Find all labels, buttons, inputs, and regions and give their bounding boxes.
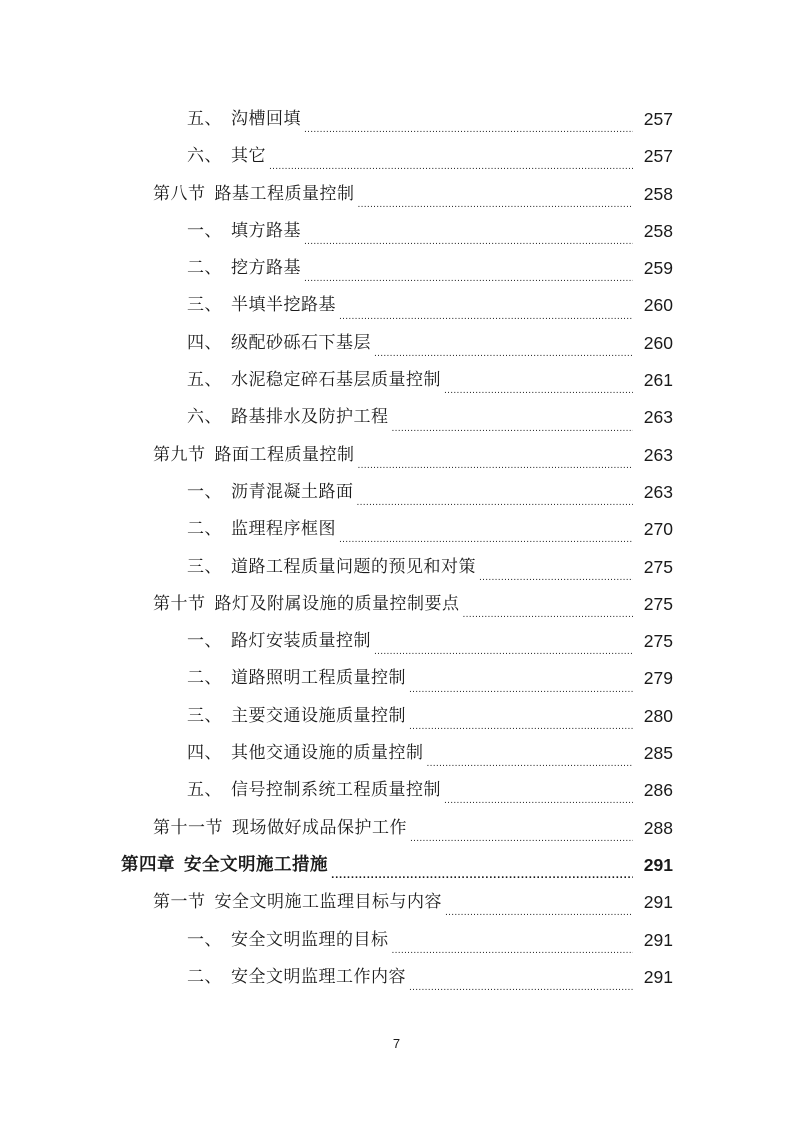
toc-leader-dots: [427, 735, 634, 772]
toc-entry-page: 286: [643, 780, 673, 801]
toc-leader-dots: [444, 772, 633, 809]
toc-entry[interactable]: [0, 474, 793, 511]
toc-section-entry[interactable]: [0, 884, 793, 921]
toc-leader-dots: [304, 250, 633, 287]
toc-entry-title: 安全文明监理工作内容: [231, 966, 406, 987]
toc-entry-title: 道路工程质量问题的预见和对策: [231, 556, 476, 577]
toc-entry[interactable]: [0, 213, 793, 250]
toc-entry-title: 安全文明施工措施: [184, 854, 328, 875]
toc-entry-title: 水泥稳定碎石基层质量控制: [231, 370, 441, 391]
toc-entry-title: 填方路基: [231, 220, 301, 241]
toc-leader-dots: [409, 959, 633, 996]
toc-entry-number: 第十一节: [153, 817, 223, 838]
toc-entry-number: 一、: [187, 481, 222, 502]
toc-entry[interactable]: [0, 549, 793, 586]
toc-entry-label: [187, 698, 406, 735]
toc-entry-label: [121, 847, 328, 884]
toc-entry[interactable]: [0, 660, 793, 697]
toc-entry[interactable]: [0, 101, 793, 138]
toc-entry-number: 二、: [187, 668, 222, 689]
toc-leader-dots: [392, 400, 634, 437]
toc-entry-number: 五、: [187, 370, 222, 391]
toc-entry-number: 二、: [187, 258, 222, 279]
toc-entry-number: 六、: [187, 146, 222, 167]
toc-entry-page: 275: [643, 556, 673, 577]
toc-entry-number: 一、: [187, 631, 222, 652]
toc-entry[interactable]: [0, 287, 793, 324]
toc-entry-number: 一、: [187, 220, 222, 241]
toc-entry-number: 第八节: [153, 183, 206, 204]
toc-entry-title: 现场做好成品保护工作: [232, 817, 407, 838]
toc-entry-label: [153, 810, 407, 847]
toc-leader-dots: [444, 362, 633, 399]
toc-leader-dots: [479, 549, 633, 586]
toc-entry[interactable]: [0, 922, 793, 959]
toc-entry[interactable]: [0, 399, 793, 436]
toc-entry-page: 291: [643, 892, 673, 913]
toc-entry-page: 257: [643, 146, 673, 167]
toc-entry-label: [187, 362, 441, 399]
page-number: 7: [392, 1036, 401, 1051]
toc-entry-number: 三、: [187, 556, 222, 577]
toc-entry-label: [187, 474, 354, 511]
toc-entry-label: [187, 287, 336, 324]
toc-entry-page: 259: [643, 258, 673, 279]
toc-entry-number: 三、: [187, 705, 222, 726]
toc-entry[interactable]: [0, 735, 793, 772]
toc-entry-page: 260: [643, 295, 673, 316]
toc-entry-number: 第一节: [153, 892, 206, 913]
toc-entry[interactable]: [0, 511, 793, 548]
toc-entry-page: 280: [643, 705, 673, 726]
toc-leader-dots: [463, 586, 634, 623]
toc-entry-number: 三、: [187, 295, 222, 316]
toc-leader-dots: [339, 288, 633, 325]
toc-leader-dots: [269, 138, 633, 175]
toc-entry-title: 路灯及附属设施的质量控制要点: [214, 593, 460, 614]
toc-entry-title: 沟槽回填: [231, 109, 301, 129]
toc-entry-title: 沥青混凝土路面: [231, 481, 354, 502]
toc-entry-title: 路灯安装质量控制: [231, 631, 371, 652]
toc-entry[interactable]: [0, 623, 793, 660]
toc-entry-page: 260: [643, 332, 673, 353]
toc-entry-number: 二、: [187, 519, 222, 540]
toc-entry-page: 261: [643, 370, 673, 391]
toc-entry-number: 第九节: [153, 444, 206, 465]
toc-leader-dots: [410, 810, 633, 847]
toc-leader-dots: [409, 698, 633, 735]
toc-entry-title: 监理程序框图: [231, 519, 336, 540]
toc-entry-label: [187, 325, 371, 362]
toc-leader-dots: [358, 437, 634, 474]
toc-leader-dots: [304, 213, 633, 250]
toc-entry-label: [187, 138, 266, 175]
toc-section-entry[interactable]: [0, 176, 793, 213]
toc-entry-number: 一、: [187, 929, 222, 950]
table-of-contents: [0, 101, 793, 996]
toc-leader-dots: [409, 661, 633, 698]
toc-entry-page: 258: [643, 220, 673, 241]
toc-entry-label: [187, 250, 301, 287]
toc-entry-label: [187, 549, 476, 586]
toc-leader-dots: [304, 101, 633, 138]
toc-entry-page: 279: [643, 668, 673, 689]
toc-leader-dots: [392, 922, 634, 959]
toc-entry-title: 安全文明施工监理目标与内容: [214, 892, 442, 913]
toc-entry-title: 其他交通设施的质量控制: [231, 743, 424, 764]
toc-entry[interactable]: [0, 772, 793, 809]
toc-leader-dots: [357, 474, 634, 511]
toc-entry-number: 四、: [187, 332, 222, 353]
toc-entry-label: [187, 101, 301, 138]
toc-entry-page: 285: [643, 743, 673, 764]
toc-entry-label: [187, 735, 424, 772]
toc-entry-title: 道路照明工程质量控制: [231, 668, 406, 689]
toc-entry-number: 四、: [187, 743, 222, 764]
toc-entry-label: [153, 586, 460, 623]
toc-entry-label: [187, 772, 441, 809]
toc-entry-page: 258: [643, 183, 673, 204]
toc-entry-page: 257: [643, 109, 673, 129]
toc-entry-title: 信号控制系统工程质量控制: [231, 780, 441, 801]
toc-entry-page: 291: [643, 966, 673, 987]
toc-entry-page: 291: [643, 854, 673, 875]
toc-entry-page: 275: [643, 593, 673, 614]
toc-entry-title: 安全文明监理的目标: [231, 929, 389, 950]
toc-entry-page: 270: [643, 519, 673, 540]
toc-entry-number: 第四章: [121, 854, 175, 875]
toc-entry-label: [153, 176, 355, 213]
toc-entry-title: 半填半挖路基: [231, 295, 336, 316]
toc-entry[interactable]: [0, 362, 793, 399]
toc-entry-label: [187, 623, 371, 660]
toc-entry-page: 291: [643, 929, 673, 950]
toc-section-entry[interactable]: [0, 437, 793, 474]
toc-entry-label: [187, 399, 389, 436]
toc-entry-label: [153, 437, 355, 474]
toc-entry[interactable]: [0, 959, 793, 996]
toc-entry-label: [187, 959, 406, 996]
toc-leader-dots: [374, 325, 633, 362]
toc-leader-dots: [374, 623, 633, 660]
toc-entry-page: 263: [643, 444, 673, 465]
toc-section-entry[interactable]: [0, 586, 793, 623]
toc-entry-title: 路基工程质量控制: [214, 183, 355, 204]
toc-entry-title: 其它: [231, 146, 266, 167]
toc-entry-page: 275: [643, 631, 673, 652]
toc-entry-page: 288: [643, 817, 673, 838]
toc-entry-label: [153, 884, 442, 921]
toc-entry-number: 五、: [187, 109, 222, 129]
toc-entry-title: 挖方路基: [231, 258, 301, 279]
toc-entry[interactable]: [0, 138, 793, 175]
toc-leader-dots: [358, 176, 634, 213]
toc-entry-number: 二、: [187, 966, 222, 987]
toc-leader-dots: [445, 884, 633, 921]
toc-entry-label: [187, 511, 336, 548]
toc-section-entry[interactable]: [0, 810, 793, 847]
toc-entry-number: 第十节: [153, 593, 206, 614]
toc-leader-dots: [339, 511, 633, 548]
toc-entry-title: 主要交通设施质量控制: [231, 705, 406, 726]
toc-entry[interactable]: [0, 250, 793, 287]
toc-entry-label: [187, 213, 301, 250]
toc-entry-number: 五、: [187, 780, 222, 801]
toc-entry[interactable]: [0, 698, 793, 735]
toc-entry-page: 263: [643, 407, 673, 428]
toc-entry-title: 级配砂砾石下基层: [231, 332, 371, 353]
toc-entry[interactable]: [0, 325, 793, 362]
toc-entry-page: 263: [643, 481, 673, 502]
toc-entry-title: 路基排水及防护工程: [231, 407, 389, 428]
toc-entry-label: [187, 922, 389, 959]
toc-entry-number: 六、: [187, 407, 222, 428]
toc-chapter-entry[interactable]: [0, 847, 793, 884]
toc-entry-label: [187, 660, 406, 697]
toc-entry-title: 路面工程质量控制: [214, 444, 355, 465]
toc-leader-dots: [331, 847, 633, 884]
